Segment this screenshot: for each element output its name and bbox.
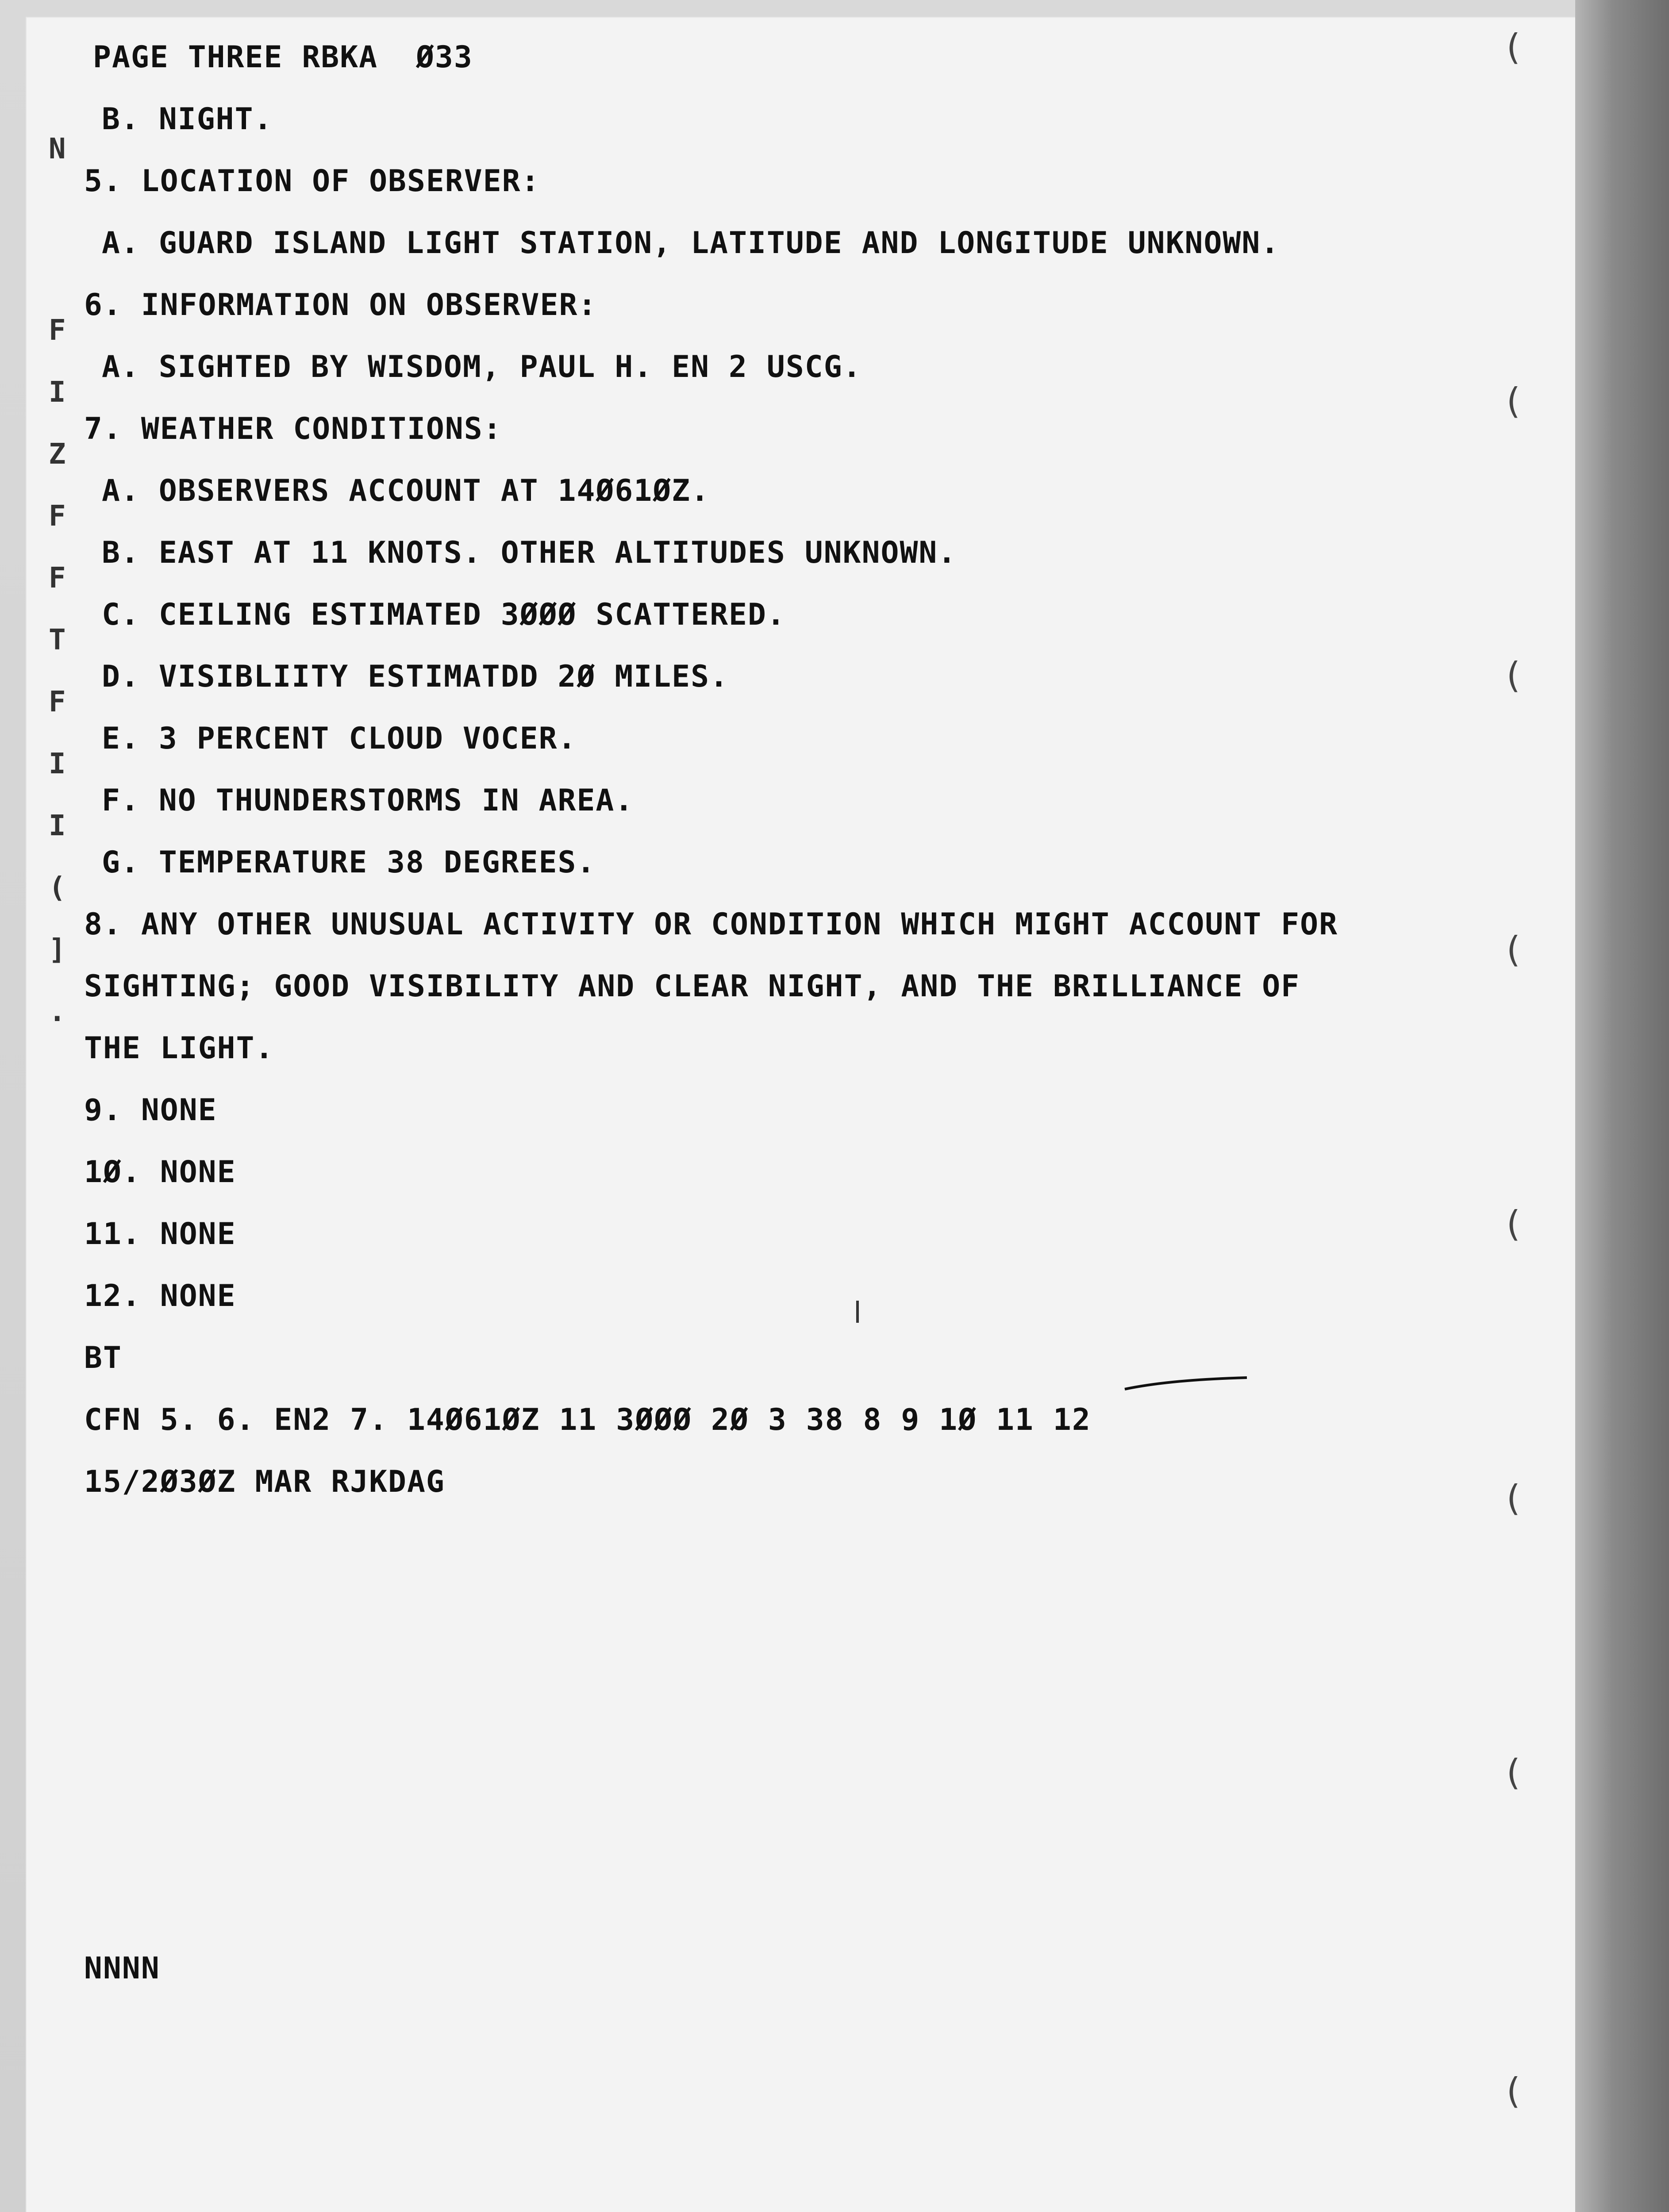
message-line: G. TEMPERATURE 38 DEGREES. xyxy=(102,845,596,880)
punch-mark-icon: ( xyxy=(1502,929,1524,970)
message-line: F. NO THUNDERSTORMS IN AREA. xyxy=(102,783,634,818)
punch-mark-icon: ( xyxy=(1502,1203,1524,1244)
message-line: SIGHTING; GOOD VISIBILITY AND CLEAR NIGHT, AND THE BRILLIANCE OF xyxy=(84,969,1300,1004)
message-line: A. SIGHTED BY WISDOM, PAUL H. EN 2 USCG. xyxy=(102,349,862,384)
margin-letter: I xyxy=(49,810,66,842)
message-line: B. NIGHT. xyxy=(102,102,273,137)
message-line: B. EAST AT 11 KNOTS. OTHER ALTITUDES UNKNOWN. xyxy=(102,535,957,570)
margin-letter: F xyxy=(49,686,66,718)
margin-letter: ] xyxy=(49,933,66,966)
message-line: A. OBSERVERS ACCOUNT AT 14Ø61ØZ. xyxy=(102,473,710,508)
margin-letter: T xyxy=(49,624,66,657)
margin-letter: F xyxy=(49,500,66,533)
message-line: 9. NONE xyxy=(84,1093,217,1128)
message-line: 1Ø. NONE xyxy=(84,1155,236,1190)
message-line: E. 3 PERCENT CLOUD VOCER. xyxy=(102,721,577,756)
margin-letter: F xyxy=(49,562,66,595)
punch-mark-icon: ( xyxy=(1502,27,1524,68)
signature-stroke xyxy=(1124,1376,1248,1394)
paper-sheet xyxy=(27,18,1611,2212)
correction-line: CFN 5. 6. EN2 7. 14Ø61ØZ 11 3ØØØ 2Ø 3 38 8 9 1Ø 11 12 xyxy=(84,1402,1091,1437)
margin-letter: Z xyxy=(49,438,66,471)
margin-letter: F xyxy=(49,314,66,347)
message-line: 5. LOCATION OF OBSERVER: xyxy=(84,164,540,199)
pen-mark xyxy=(856,1301,859,1323)
end-of-message: NNNN xyxy=(84,1951,160,1986)
punch-mark-icon: ( xyxy=(1502,655,1524,696)
message-line: 11. NONE xyxy=(84,1217,236,1252)
message-line: BT xyxy=(84,1340,122,1375)
margin-letter: I xyxy=(49,748,66,780)
date-time-group: 15/2Ø3ØZ MAR RJKDAG xyxy=(84,1464,445,1499)
punch-mark-icon: ( xyxy=(1502,1478,1524,1519)
message-line: A. GUARD ISLAND LIGHT STATION, LATITUDE AND LONGITUDE UNKNOWN. xyxy=(102,226,1280,261)
message-line: 12. NONE xyxy=(84,1279,236,1313)
margin-letter: N xyxy=(49,133,66,165)
message-line: 6. INFORMATION ON OBSERVER: xyxy=(84,288,597,323)
message-line: THE LIGHT. xyxy=(84,1031,274,1066)
message-line: 7. WEATHER CONDITIONS: xyxy=(84,411,502,446)
message-line: C. CEILING ESTIMATED 3ØØØ SCATTERED. xyxy=(102,597,786,632)
message-line: D. VISIBLIITY ESTIMATDD 2Ø MILES. xyxy=(102,659,729,694)
punch-mark-icon: ( xyxy=(1502,1752,1524,1793)
punch-mark-icon: ( xyxy=(1502,2070,1524,2112)
margin-letter: ( xyxy=(49,872,66,904)
margin-letter: I xyxy=(49,376,66,409)
margin-letter: . xyxy=(49,995,66,1028)
page-header: PAGE THREE RBKA Ø33 xyxy=(93,40,473,75)
scanner-edge xyxy=(1575,0,1669,2212)
punch-mark-icon: ( xyxy=(1502,380,1524,422)
message-line: 8. ANY OTHER UNUSUAL ACTIVITY OR CONDITION WHICH MIGHT ACCOUNT FOR xyxy=(84,907,1338,942)
